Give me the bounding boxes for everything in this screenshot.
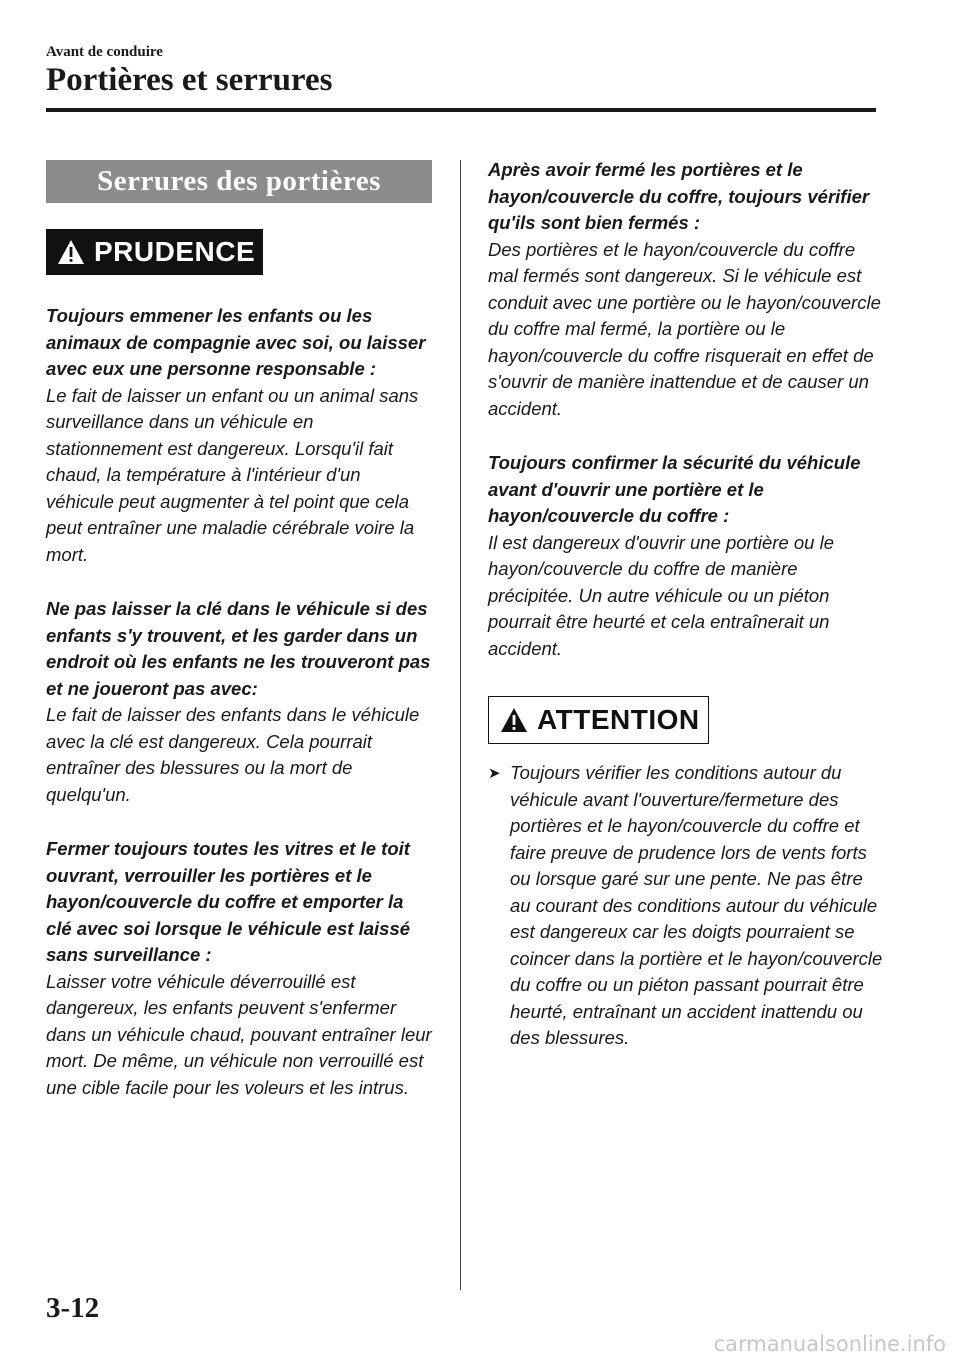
- right-column: [488, 157, 888, 1052]
- warning-item-body: Le fait de laisser un enfant ou un animal sans surveillance dans un véhicule en stationnement est dangereux. Lorsqu'il fait chaud, la température à l'intérieur d'un véhicule peut augmenter à tel point que cela peut entraîner une maladie cérébrale voire la mort.: [46, 384, 419, 565]
- warning-item-lead: Toujours emmener les enfants ou les animaux de compagnie avec soi, ou laisser avec eux une personne responsable :: [46, 305, 426, 379]
- warning-item-lead: Fermer toujours toutes les vitres et le toit ouvrant, verrouiller les portières et le hayon/couvercle du coffre et emporter la clé avec soi lorsque le véhicule est laissé sans surveillance :: [46, 838, 411, 965]
- left-column: [46, 160, 432, 1101]
- caution-badge: [488, 696, 709, 744]
- page-number: 3-12: [46, 1292, 100, 1324]
- warning-item-body: Laisser votre véhicule déverrouillé est dangereux, les enfants peuvent s'enfermer dans un véhicule chaud, pouvant entraîner leur mort. De même, un véhicule non verrouillé est une cible facile pour les voleurs et les intrus.: [46, 970, 432, 1098]
- warning-item-lead: Ne pas laisser la clé dans le véhicule si des enfants s'y trouvent, et les garder dans un endroit où les enfants ne les trouveront pas et ne joueront pas avec:: [46, 598, 431, 699]
- caution-bullet-text: Toujours vérifier les conditions autour du véhicule avant l'ouverture/fermeture des portières et le hayon/couvercle du coffre et faire preuve de prudence lors de vents forts ou lorsque garé sur une pente. Ne pas être au courant des conditions autour du véhicule est dangereux car les doigts pourraient se coincer dans la portière et le hayon/couvercle du coffre ou un piéton passant pourrait être heurté, entraînant un accident inattendu ou des blessures.: [510, 762, 883, 1048]
- page-title: Portières et serrures: [46, 62, 333, 98]
- warning-item-body: Le fait de laisser des enfants dans le véhicule avec la clé est dangereux. Cela pourrait entraîner des blessures ou la mort de quelqu'un.: [46, 704, 420, 805]
- warning-item: [488, 450, 888, 662]
- warning-item-body: Des portières et le hayon/couvercle du coffre mal fermés sont dangereux. Si le véhicule est conduit avec une portière ou le hayon/couvercle du coffre mal fermé, la portière ou le hayon/couvercle du coffre risquerait en effet de s'ouvrir de manière inattendue et de causer un accident.: [488, 238, 881, 419]
- warning-item-lead: Après avoir fermé les portières et le hayon/couvercle du coffre, toujours vérifier qu'ils sont bien fermés :: [488, 159, 870, 233]
- arrow-bullet-icon: ➤: [488, 765, 501, 782]
- caution-label: ATTENTION: [537, 704, 700, 735]
- caution-bullet: [488, 760, 888, 1052]
- warning-item: [46, 303, 432, 568]
- title-rule: [46, 108, 876, 112]
- warning-item: [488, 157, 888, 422]
- column-divider: [460, 160, 461, 1290]
- warning-item: [46, 596, 432, 808]
- warning-label: PRUDENCE: [94, 236, 256, 267]
- watermark: carmanualsonline.info: [713, 1332, 946, 1356]
- warning-triangle-icon: [499, 706, 529, 734]
- warning-item: [46, 836, 432, 1101]
- section-title: Serrures des portières: [46, 160, 432, 203]
- warning-badge: [46, 229, 263, 275]
- chapter-label: Avant de conduire: [46, 44, 163, 60]
- warning-item-lead: Toujours confirmer la sécurité du véhicule avant d'ouvrir une portière et le hayon/couvercle du coffre :: [488, 452, 861, 526]
- warning-item-body: Il est dangereux d'ouvrir une portière ou le hayon/couvercle du coffre de manière précipitée. Un autre véhicule ou un piéton pourrait être heurté et cela entraînerait un accident.: [488, 531, 834, 659]
- warning-triangle-icon: [56, 238, 86, 266]
